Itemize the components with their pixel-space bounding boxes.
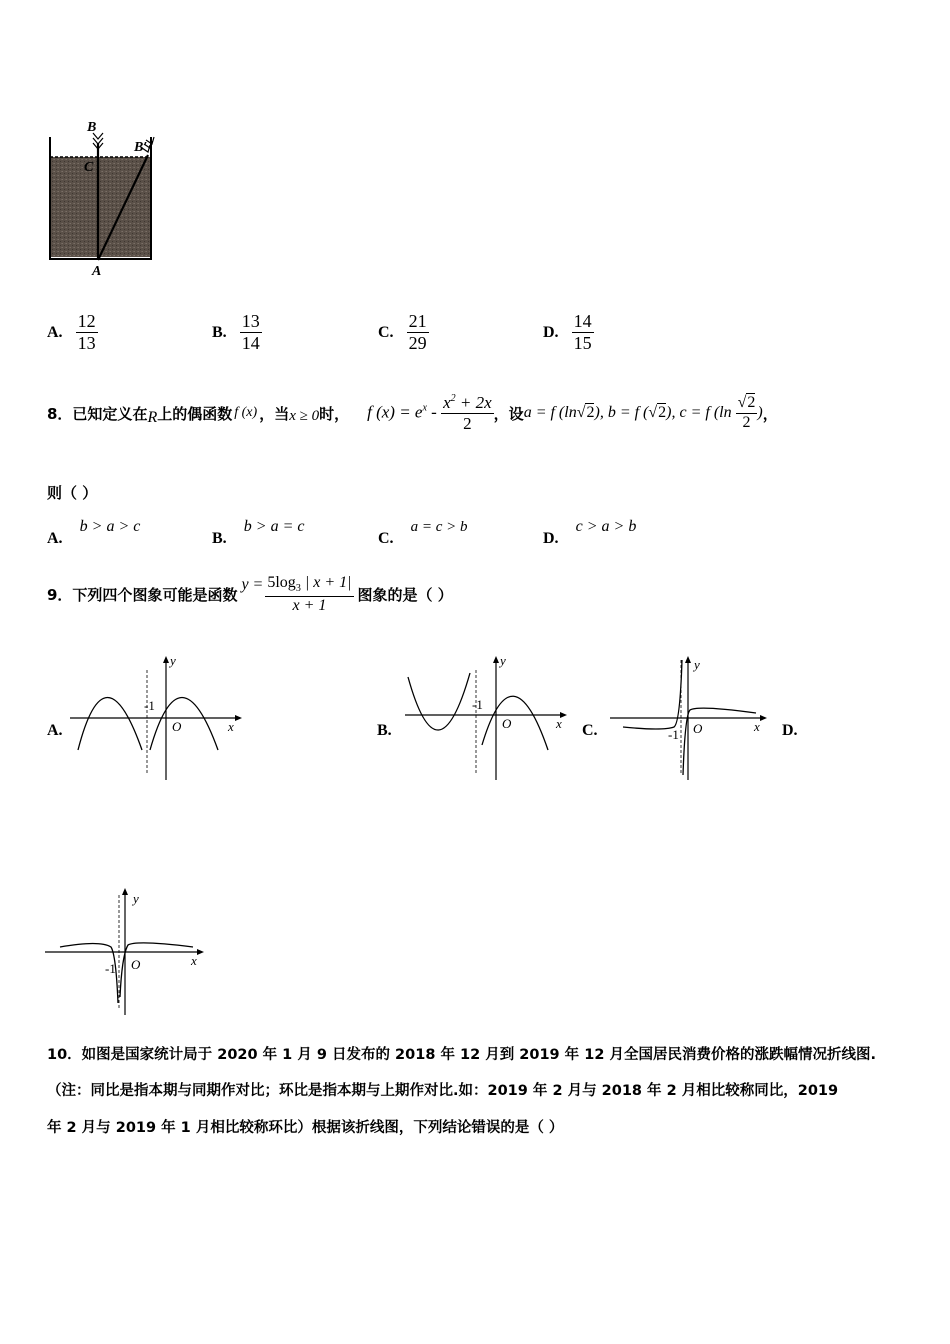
y-label: y [694,657,700,672]
q9-text: 9．下列四个图象可能是函数 [47,586,238,605]
f-fraction [441,394,494,433]
q8-text: ，设 [493,404,524,423]
minus-one-label: -1 [105,961,116,976]
num-log: 5log [267,574,296,591]
q9-option-d-label[interactable]: D. [782,722,798,739]
q9-option-a-label[interactable]: A. [47,722,63,739]
fraction-numerator: 13 [241,311,260,331]
option-label: C. [378,323,394,341]
q8-definitions: a = f (ln√2), b = f (√2), c = f (ln $\frac{√2}{2}$ ) [523,394,763,431]
q9-stem [47,575,453,614]
q7-option-b[interactable] [212,312,262,353]
q8-text: 8．已知定义在 [47,404,148,423]
option-fraction [572,312,594,353]
liquid-region [50,157,150,257]
x-label: x [228,719,234,734]
q10-line-2: （注：同比是指本期与同期作对比；环比是指本期与上期作对比.如：2019 年 2 月与 2018 年 2 月相比较称同比，2019 [47,1083,839,1099]
q9-option-c-label[interactable]: C. [582,722,598,739]
label-c: C [84,160,94,175]
q8-text: ，当 [259,404,290,423]
option-label: B. [212,530,227,547]
q10-line-3: 年 2 月与 2019 年 1 月相比较称环比）根据该折线图，下列结论错误的是（ ） [47,1120,564,1136]
curve-right [482,696,548,750]
y-label: y [170,655,176,668]
f-exponent: x [422,402,427,414]
x-arrow-icon [760,715,767,721]
fraction-denominator: x + 1 [292,596,327,614]
label-a: A [92,264,102,279]
fraction-denominator: 29 [408,332,427,353]
x-label: x [754,719,760,734]
q8-option-c[interactable] [378,516,468,547]
def-a: a = f (ln [523,404,577,422]
label-b: B [87,120,97,135]
q8-option-a[interactable] [47,516,141,547]
num-x: x [443,393,451,412]
option-label: C. [378,530,394,547]
q7-cup-figure [38,115,168,280]
fraction-denominator: 2 [463,413,472,433]
q8-condition: x ≥ 0 [289,407,320,424]
y-arrow-icon [493,656,499,663]
x-label: x [556,716,562,731]
option-text: c > a > b [575,518,637,535]
q7-option-d[interactable] [543,312,594,353]
q9-graph-a[interactable] [70,655,245,785]
q8-stem [47,394,947,433]
fraction-denominator: 14 [241,332,260,353]
q8-text: 时， [319,404,350,423]
q9-y-eq: y = [241,575,264,593]
log-base: 3 [295,583,301,594]
q7-option-c[interactable] [378,312,429,353]
option-fraction [76,312,98,353]
option-label: D. [543,530,559,547]
minus-sign: - [431,402,437,422]
y-label: y [133,891,139,906]
fraction-denominator: 15 [573,332,592,353]
origin-label: O [502,716,512,731]
option-text: a = c > b [410,519,468,535]
option-text: b > a = c [243,518,305,535]
fraction-numerator: 14 [573,311,592,331]
option-fraction [407,312,429,353]
curve-left [623,660,682,729]
y-arrow-icon [685,656,691,663]
option-label: B. [212,323,227,341]
q9-option-b-label[interactable]: B. [377,722,392,739]
f-lhs: f (x) = e [367,402,423,422]
x-label: x [191,953,197,968]
minus-one-label: -1 [472,697,483,712]
origin-label: O [172,719,182,734]
q8-fx: f (x) [234,405,258,421]
sqrt-two: 2 [747,394,756,412]
fraction-denominator: 13 [77,332,96,353]
q7-option-a[interactable] [47,312,98,353]
q9-graph-c[interactable] [608,655,773,785]
y-arrow-icon [163,656,169,663]
curve-left [78,698,142,751]
y-arrow-icon [122,888,128,895]
fraction-numerator: 21 [408,311,427,331]
origin-label: O [693,721,703,736]
option-label: A. [47,323,63,341]
num-abs: | x + 1| [300,574,352,591]
x-arrow-icon [235,715,242,721]
def-b: ), b = f ( [594,404,649,422]
q8-text: 上的偶函数 [157,404,233,423]
num-rest: + 2x [455,393,492,412]
x-arrow-icon [197,949,204,955]
q8-option-b[interactable] [212,516,305,547]
q8-option-d[interactable] [543,516,637,547]
minus-one-label: -1 [668,727,679,742]
minus-one-label: -1 [144,698,155,713]
q9-fraction [265,575,353,614]
y-label: y [500,655,506,668]
close-paren: ) [757,404,763,422]
num-sup: 2 [450,393,456,404]
q9-text: 图象的是（ ） [357,586,453,605]
option-label: D. [543,323,559,341]
fraction-numerator: 12 [77,311,96,331]
q9-graph-d[interactable] [45,885,215,1020]
curve-left [408,673,470,730]
curve-right [150,698,218,751]
q9-graph-b[interactable] [400,655,575,785]
origin-label: O [131,957,141,972]
q8-then: 则（ ） [47,484,98,502]
c-fraction: $\frac{√2}{2}$ [737,394,756,431]
q10-line-1: 10．如图是国家统计局于 2020 年 1 月 9 日发布的 2018 年 12 月到 2019 年 12 月全国居民消费价格的涨跌幅情况折线图. [47,1047,876,1063]
option-text: b > a > c [79,518,141,535]
q8-text: ， [762,404,778,423]
option-fraction [240,312,262,353]
q8-function-def [367,394,494,433]
fraction-denominator: 2 [742,413,751,431]
option-label: A. [47,530,63,547]
def-c: ), c = f (ln [666,404,732,422]
sqrt-two: 2 [658,404,667,422]
q8-set-r: R [147,409,158,427]
label-b-prime: B′ [134,140,148,155]
sqrt-two: 2 [586,404,595,422]
